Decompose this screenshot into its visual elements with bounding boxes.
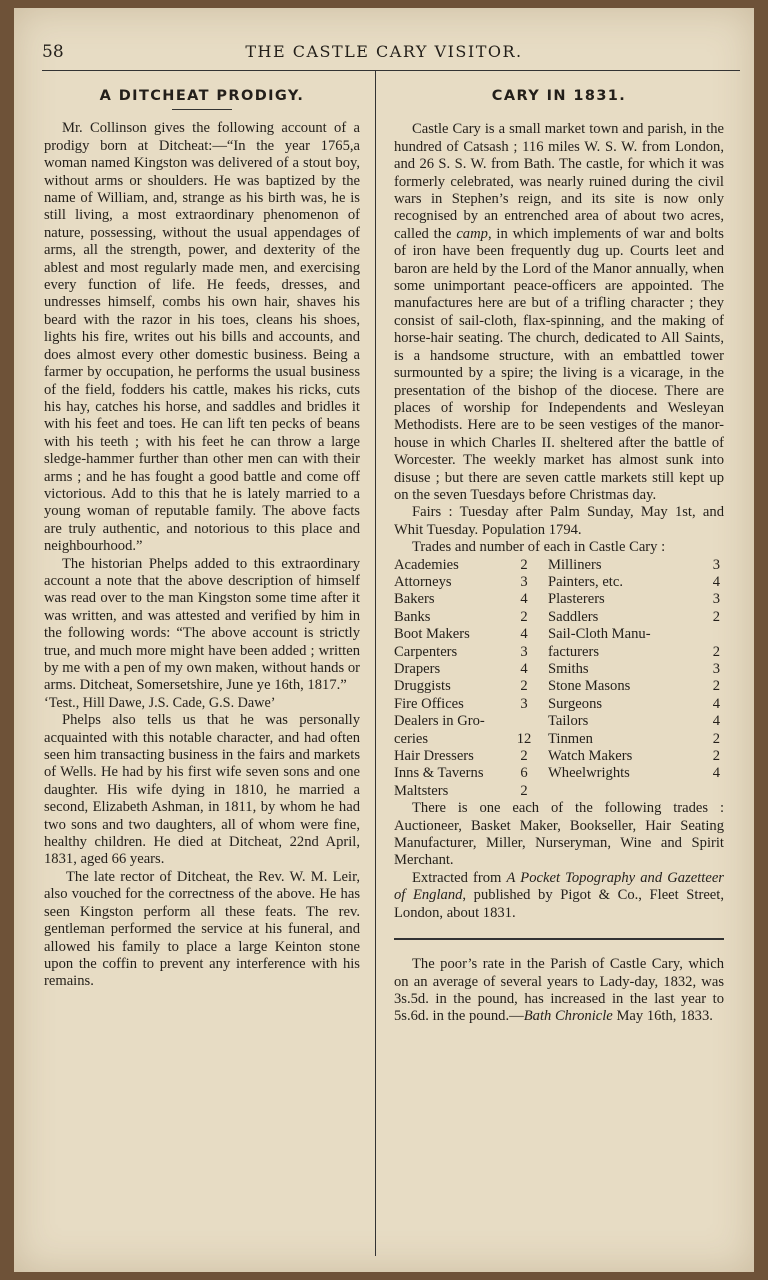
trade-count: 3 <box>520 643 528 660</box>
page <box>14 8 754 1272</box>
paragraph: The historian Phelps added to this extraordinary account a note that the above description of himself was read over to the man Kingston some time after it was written, and was attested and verified by him in the following words: “The above account is strictly true, and much more might have been added ; written by me with a pen of my own maken, without hands or arms. Ditcheat, Somersetshire, June ye 16th, 1817.” <box>44 555 360 694</box>
trade-count: 2 <box>712 643 720 660</box>
trade-name: Smiths <box>548 661 589 677</box>
header-rule <box>42 70 740 71</box>
table-row <box>394 713 724 730</box>
trade-name: Dealers in Gro- <box>394 713 485 730</box>
trade-name: Wheelwrights <box>548 765 630 782</box>
paragraph: There is one each of the following trades : Auctioneer, Basket Maker, Bookseller, Hair Seating Manufacturer, Miller, Nurseryman, Wine and Spirit Merchant. <box>394 800 724 869</box>
book-title: A Pocket Topography and Gazetteer of England <box>394 869 724 904</box>
table-row <box>394 696 724 713</box>
trade-count: 4 <box>712 765 720 782</box>
table-row <box>394 644 724 661</box>
trade-name: facturers <box>548 643 600 660</box>
trade-count: 2 <box>712 748 720 765</box>
trade-name: ceries <box>394 730 429 747</box>
paragraph-poor-rate: The poor’s rate in the Parish of Castle Cary, which on an average of several years to Lady-day, 1832, was 3s.5d. in the pound, has increased in the last year to 5s.6d. in the pound.—Bath Chronicle May 16th, 1833. <box>394 956 724 1025</box>
trade-count: 2 <box>520 782 528 799</box>
table-row <box>394 609 724 626</box>
trade-name: Drapers <box>394 661 441 677</box>
trade-count: 4 <box>520 626 528 643</box>
trade-name: Fire Offices <box>394 695 464 712</box>
trade-name: Banks <box>394 608 431 625</box>
trade-count: 4 <box>520 591 528 608</box>
trade-count: 3 <box>712 661 720 677</box>
trade-name: Bakers <box>394 591 435 608</box>
paragraph: Mr. Collinson gives the following account of a prodigy born at Ditcheat:—“In the year 1765,a woman named Kingston was delivered of a stout boy, without arms or shoulders. He was baptized by the name of William, and, strange as his birth was, he is still living, a most extraordinary phenomenon of nature, possessing, without the usual appendages of arms, all the strength, power, and dexterity of the ablest and most regularly made men, and exercising every function of life. He feeds, dresses, and undresses himself, combs his own hair, shaves his beard with the razor in his toes, cleans his shoes, lights his fire, writes out his bills and accounts, and does almost every other domestic business. Being a farmer by occupation, he performs the usual business of the field, fodders his cattle, makes his ricks, cuts his hay, catches his horse, and saddles and bridles it with his feet and toes. He can lift ten pecks of beans with his teeth ; with his feet he can throw a large sledge-hammer further than other men can with their arms ; and he has fought a good battle and come off victorious. Add to this that he is lately married to a young woman of reputable family. The above facts are truly authentic, and notorious to this place and neighbourhood.” <box>44 120 360 555</box>
table-row <box>394 574 724 591</box>
trade-count: 4 <box>712 695 720 712</box>
trade-name: Carpenters <box>394 643 458 660</box>
trade-count: 2 <box>520 608 528 625</box>
paragraph: The late rector of Ditcheat, the Rev. W. M. Leir, also vouched for the correctness of the above. He has seen Kingston perform all these feats. The rev. gentleman performed the service at his funeral, and allowed his family to place a large Keinton stone upon the coffin to prevent any interference with his remains. <box>44 868 360 990</box>
table-row <box>394 557 724 574</box>
trade-name: Stone Masons <box>548 678 631 695</box>
trade-count: 6 <box>520 765 528 782</box>
signature-line: ‘Test., Hill Dawe, J.S. Cade, G.S. Dawe’ <box>44 694 276 711</box>
trade-name: Sail-Cloth Manu- <box>548 626 651 643</box>
article-title-ditcheat: A DITCHEAT PRODIGY. <box>99 88 305 104</box>
trade-count: 3 <box>520 695 528 712</box>
trade-count: 3 <box>712 591 720 608</box>
trade-count: 4 <box>712 713 720 730</box>
source-title: Bath Chronicle <box>523 1008 613 1025</box>
trade-count: 4 <box>712 573 720 590</box>
trade-count: 4 <box>520 661 528 677</box>
trade-name: Maltsters <box>394 782 449 799</box>
running-head: THE CASTLE CARY VISITOR. <box>245 42 523 61</box>
section-rule <box>394 938 724 940</box>
trades-table <box>394 557 724 801</box>
title-rule <box>172 109 232 110</box>
trade-count: 2 <box>520 678 528 695</box>
table-row <box>394 626 724 643</box>
paragraph-trades-intro: Trades and number of each in Castle Cary : <box>412 539 666 556</box>
left-column <box>44 82 360 991</box>
trade-name: Surgeons <box>548 695 603 712</box>
emphasis: camp <box>456 225 488 242</box>
trade-count: 2 <box>712 730 720 747</box>
table-row <box>394 748 724 765</box>
trade-count: 12 <box>516 730 532 747</box>
trade-name: Boot Makers <box>394 626 470 643</box>
paragraph-extract: Extracted from A Pocket Topography and Gazetteer of England, published by Pigot & Co., Fleet Street, London, about 1831. <box>394 869 724 921</box>
trade-name: Plasterers <box>548 591 605 608</box>
trade-count: 2 <box>520 556 528 573</box>
right-column <box>394 82 724 1026</box>
trade-name: Painters, etc. <box>548 573 623 590</box>
trade-name: Academies <box>394 556 459 573</box>
trade-name: Hair Dressers <box>394 748 474 765</box>
paragraph-fairs: Fairs : Tuesday after Palm Sunday, May 1st, and Whit Tuesday. Population 1794. <box>394 504 724 538</box>
trade-name: Tailors <box>548 713 589 730</box>
table-row <box>394 591 724 608</box>
trade-name: Attorneys <box>394 573 452 590</box>
trade-count: 2 <box>712 608 720 625</box>
article-title-cary: CARY IN 1831. <box>491 88 627 104</box>
trade-count <box>696 626 724 643</box>
trade-count: 2 <box>712 678 720 695</box>
trade-name: Saddlers <box>548 608 599 625</box>
table-row <box>394 678 724 695</box>
table-row <box>394 731 724 748</box>
table-row <box>394 765 724 782</box>
column-divider <box>375 71 376 1256</box>
trade-count: 3 <box>520 573 528 590</box>
paragraph: Phelps also tells us that he was personally acquainted with this notable character, and had often seen him transacting business in the fairs and markets of Wells. He had by his first wife seven sons and one daughter. His wife dying in 1810, he married a second, Elizabeth Ashman, in 1811, by whom he had two sons and two daughters, all of whom were fine, healthy children. He died at Ditcheat, 22nd April, 1831, aged 66 years. <box>44 712 360 868</box>
trade-count <box>696 783 724 800</box>
page-header <box>14 38 754 68</box>
paragraph: Castle Cary is a small market town and parish, in the hundred of Catsash ; 116 miles W. S. W. from London, and 26 S. S. W. from Bath. The castle, for which it was formerly celebrated, was nearly ruined during the civil wars in Stephen’s reign, and its site is now only recognised by an entrenched area of about two acres, called the camp, in which implements of war and bolts of iron have been frequently dug up. Courts leet and baron are held by the Lord of the Manor annually, when some unimportant peace-officers are appointed. The manufactures here are but of a trifling character ; they consist of sail-cloth, flax-spinning, and the making of horse-hair seating. The church, dedicated to All Saints, is a handsome structure, with an embattled tower surmounted by a spire; the living is a vicarage, in the presentation of the bishop of the diocese. There are places of worship for Independents and Wesleyan Methodists. Here are to be seen vestiges of the manor-house in which Charles II. sheltered after the battle of Worcester. The weekly market has almost sunk into disuse ; but there are seven cattle markets still kept up on the seven Tuesdays before Christmas day. <box>394 121 724 503</box>
table-row <box>394 661 724 678</box>
table-row <box>394 783 724 800</box>
page-number: 58 <box>42 42 64 62</box>
trade-name: Milliners <box>548 556 602 573</box>
trade-name: Tinmen <box>548 730 593 747</box>
trade-count <box>506 713 542 730</box>
trade-count: 2 <box>520 748 528 765</box>
trade-name: Inns & Taverns <box>394 765 484 782</box>
trade-name: Druggists <box>394 678 451 695</box>
trade-count: 3 <box>712 556 720 573</box>
trade-name <box>542 783 696 800</box>
trade-name: Watch Makers <box>548 748 633 765</box>
